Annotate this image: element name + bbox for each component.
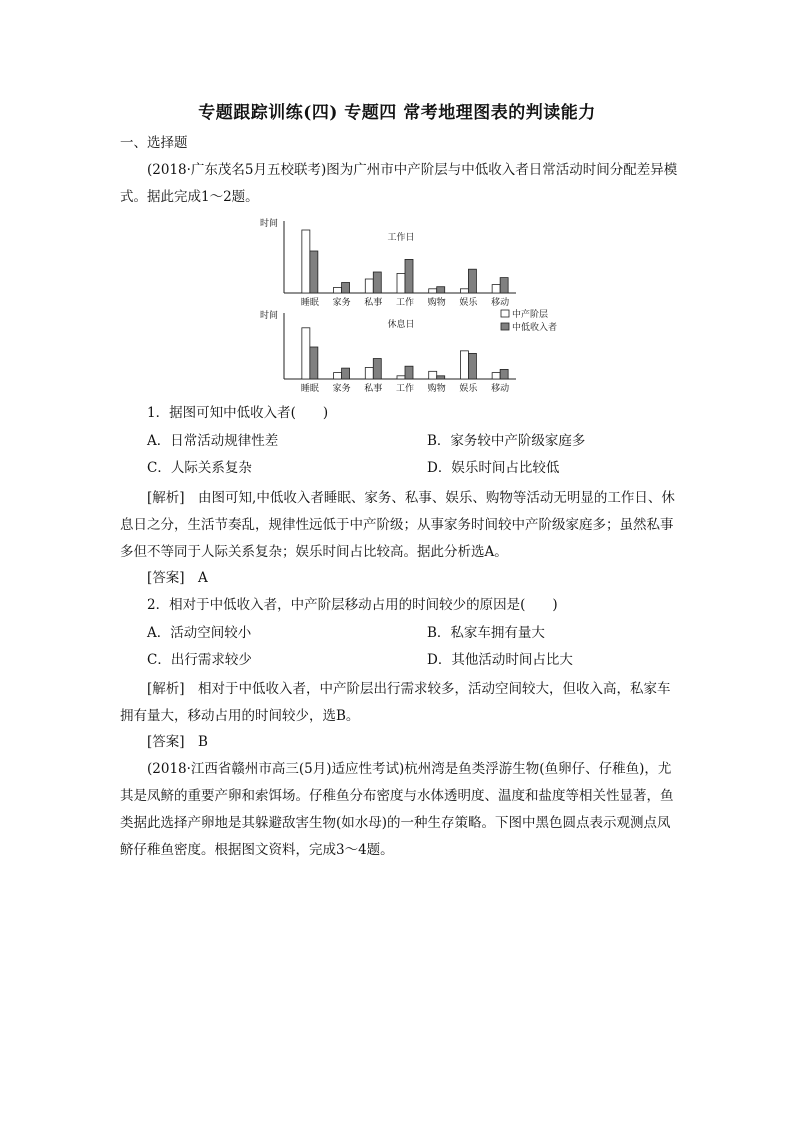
bar-0-0-1 [310, 251, 318, 293]
bar-0-3-0 [397, 273, 405, 293]
q1-option-a: A．日常活动规律性差 [147, 433, 279, 449]
section-heading: 一、选择题 [120, 135, 188, 151]
q2-analysis-text: 相对于中低收入者，中产阶层出行需求较多，活动空间较大，但收入高，私家车拥有量大，移动占用的时间较少，选B。 [120, 681, 671, 724]
bar-0-0-0 [302, 230, 310, 293]
question-1-stem: 1．据图可知中低收入者( ) [147, 405, 329, 421]
category-label-0-5: 娱乐 [459, 298, 478, 308]
q2-answer [120, 729, 680, 756]
bar-chart-figure [258, 213, 578, 395]
category-label-1-1: 家务 [332, 384, 351, 394]
legend-label-0: 中产阶层 [512, 310, 549, 320]
q1-answer-text: A [198, 570, 208, 586]
category-label-0-4: 购物 [427, 298, 446, 308]
q1-analysis [120, 485, 680, 566]
bar-1-6-0 [492, 373, 500, 379]
category-label-1-2: 私事 [364, 384, 383, 394]
bar-0-6-1 [500, 278, 508, 293]
category-label-1-6: 移动 [491, 384, 510, 394]
q2-option-d: D．其他活动时间占比大 [427, 652, 573, 668]
bar-0-5-1 [468, 269, 476, 293]
q2-option-b: B．私家车拥有量大 [427, 625, 545, 641]
category-label-0-6: 移动 [491, 298, 510, 308]
bar-0-5-0 [460, 289, 468, 293]
intro-paragraph-1: (2018·广东茂名5月五校联考)图为广州市中产阶层与中低收入者日常活动时间分配差异模式。据此完成1～2题。 [120, 162, 678, 205]
intro-paragraph-2: (2018·江西省赣州市高三(5月)适应性考试)杭州湾是鱼类浮游生物(鱼卵仔、仔稚鱼)，尤其是凤鲚的重要产卵和索饵场。仔稚鱼分布密度与水体透明度、温度和盐度等相关性显著，鱼类据此选择产卵地是其躲避敌害生物(如水母)的一种生存策略。下图中黑色圆点表示观测点凤鲚仔稚鱼密度。根据图文资料，完成3～4题。 [120, 761, 674, 858]
chart-title-1: 休息日 [387, 320, 415, 330]
bar-1-4-1 [437, 376, 445, 379]
q1-option-b: B．家务较中产阶级家庭多 [427, 433, 586, 449]
page-title: 专题跟踪训练(四) 专题四 常考地理图表的判读能力 [198, 103, 596, 123]
bar-1-1-0 [334, 373, 342, 379]
category-label-0-3: 工作 [395, 298, 415, 308]
bar-1-3-1 [405, 366, 413, 379]
bar-1-2-0 [365, 367, 373, 379]
legend-swatch-1 [501, 323, 509, 330]
bar-0-1-1 [342, 283, 350, 294]
analysis-tag: [解析] [147, 490, 185, 506]
bar-1-6-1 [500, 369, 508, 379]
bar-0-1-0 [334, 287, 342, 293]
category-label-0-1: 家务 [332, 298, 351, 308]
analysis-tag: [解析] [147, 681, 185, 697]
bar-1-4-0 [429, 371, 437, 379]
category-label-1-5: 娱乐 [459, 384, 478, 394]
bar-1-5-0 [460, 351, 468, 379]
question-2-stem: 2．相对于中低收入者，中产阶层移动占用的时间较少的原因是( ) [147, 597, 558, 613]
y-axis-label-0: 时间 [260, 219, 279, 229]
bar-0-6-0 [492, 285, 500, 293]
q1-analysis-text: 由图可知,中低收入者睡眠、家务、私事、娱乐、购物等活动无明显的工作日、休息日之分，生活节奏乱，规律性远低于中产阶级；从事家务时间较中产阶级家庭多；虽然私事多但不等同于人际关系复杂；娱乐时间占比较高。据此分析选A。 [120, 490, 675, 560]
q2-option-c: C．出行需求较少 [147, 652, 252, 668]
category-label-1-3: 工作 [395, 384, 415, 394]
legend-label-1: 中低收入者 [512, 323, 558, 333]
category-label-0-2: 私事 [364, 298, 383, 308]
bar-0-2-1 [373, 272, 381, 293]
chart-svg [258, 213, 578, 395]
bar-1-0-1 [310, 347, 318, 379]
y-axis-label-1: 时间 [260, 311, 279, 321]
q1-option-d: D．娱乐时间占比较低 [427, 460, 560, 476]
chart-title-0: 工作日 [387, 233, 415, 243]
q2-option-a: A．活动空间较小 [147, 625, 252, 641]
bar-0-4-0 [429, 289, 437, 293]
q1-answer [120, 565, 680, 592]
bar-1-3-0 [397, 376, 405, 379]
bar-0-3-1 [405, 259, 413, 293]
bar-1-0-0 [302, 328, 310, 379]
q2-answer-text: B [198, 734, 208, 750]
category-label-1-4: 购物 [427, 384, 446, 394]
category-label-1-0: 睡眠 [300, 384, 319, 394]
answer-tag: [答案] [147, 734, 185, 750]
bar-1-5-1 [468, 353, 476, 379]
bar-0-4-1 [437, 287, 445, 293]
bar-1-1-1 [342, 368, 350, 379]
bar-1-2-1 [373, 359, 381, 379]
category-label-0-0: 睡眠 [300, 298, 319, 308]
q1-option-c: C．人际关系复杂 [147, 460, 252, 476]
q2-analysis [120, 676, 680, 730]
bar-0-2-0 [365, 279, 373, 293]
answer-tag: [答案] [147, 570, 185, 586]
legend-swatch-0 [501, 310, 509, 317]
